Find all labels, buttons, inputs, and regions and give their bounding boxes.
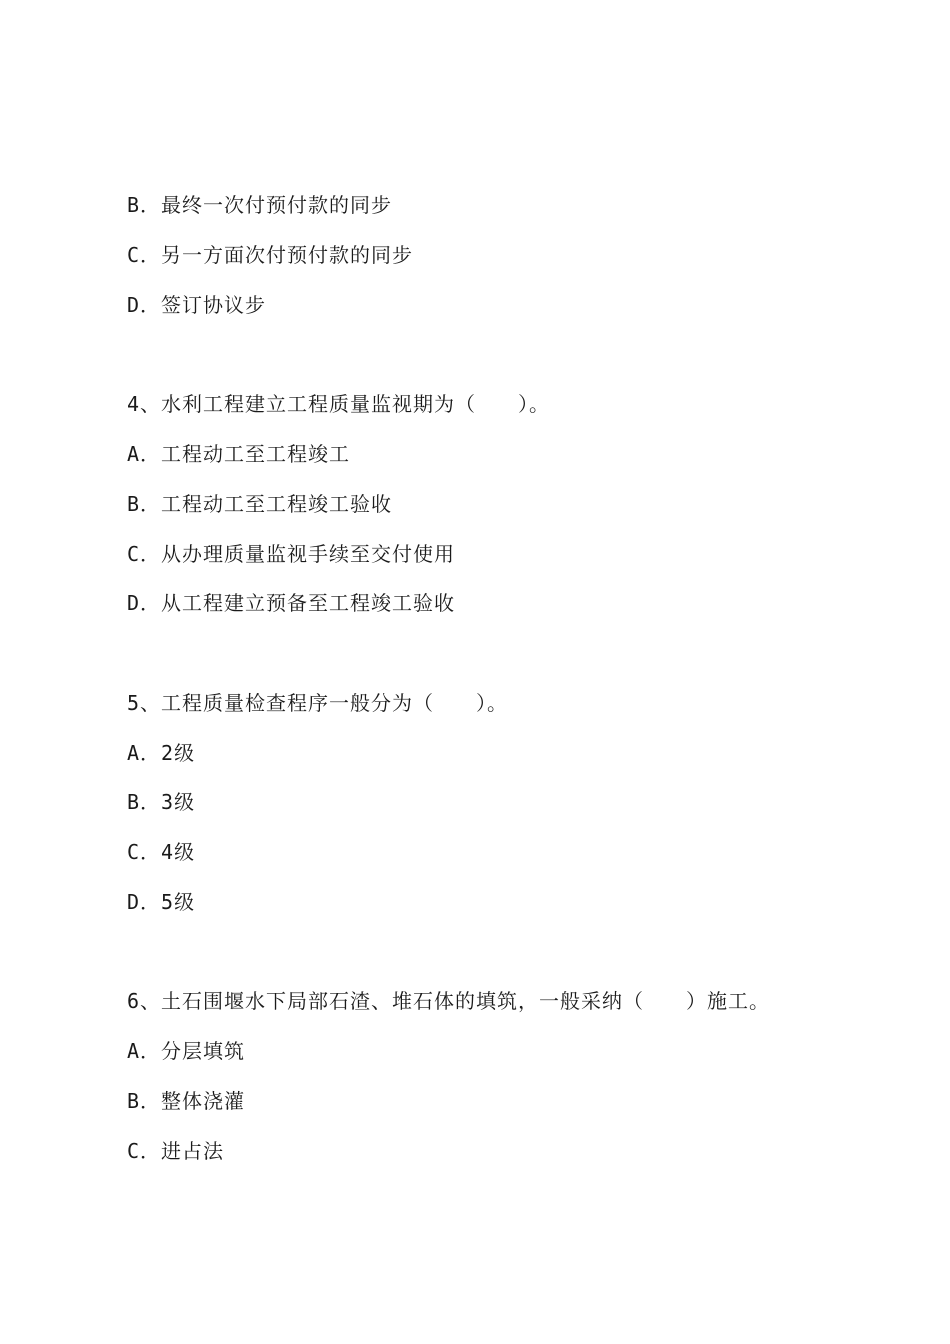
q5-option-d: D．5级 xyxy=(127,890,196,914)
q5-option-a: A．2级 xyxy=(127,741,196,765)
q5-option-b: B．3级 xyxy=(127,790,196,814)
q4-option-b: B．工程动工至工程竣工验收 xyxy=(127,492,393,516)
q4-option-a: A．工程动工至工程竣工 xyxy=(127,442,351,466)
q6-option-b: B．整体浇灌 xyxy=(127,1089,246,1113)
q4-option-d: D．从工程建立预备至工程竣工验收 xyxy=(127,591,456,615)
q3-option-b: B．最终一次付预付款的同步 xyxy=(127,193,393,217)
q5-stem: 5、工程质量检查程序一般分为（ ）。 xyxy=(127,691,509,715)
q3-option-d: D．签订协议步 xyxy=(127,293,267,317)
q6-option-c: C．进占法 xyxy=(127,1139,225,1163)
q3-option-c: C．另一方面次付预付款的同步 xyxy=(127,243,414,267)
q4-stem: 4、水利工程建立工程质量监视期为（ ）。 xyxy=(127,392,551,416)
q4-option-c: C．从办理质量监视手续至交付使用 xyxy=(127,542,456,566)
q5-option-c: C．4级 xyxy=(127,840,196,864)
q6-stem: 6、土石围堰水下局部石渣、堆石体的填筑，一般采纳（ ）施工。 xyxy=(127,989,771,1013)
q6-option-a: A．分层填筑 xyxy=(127,1039,246,1063)
